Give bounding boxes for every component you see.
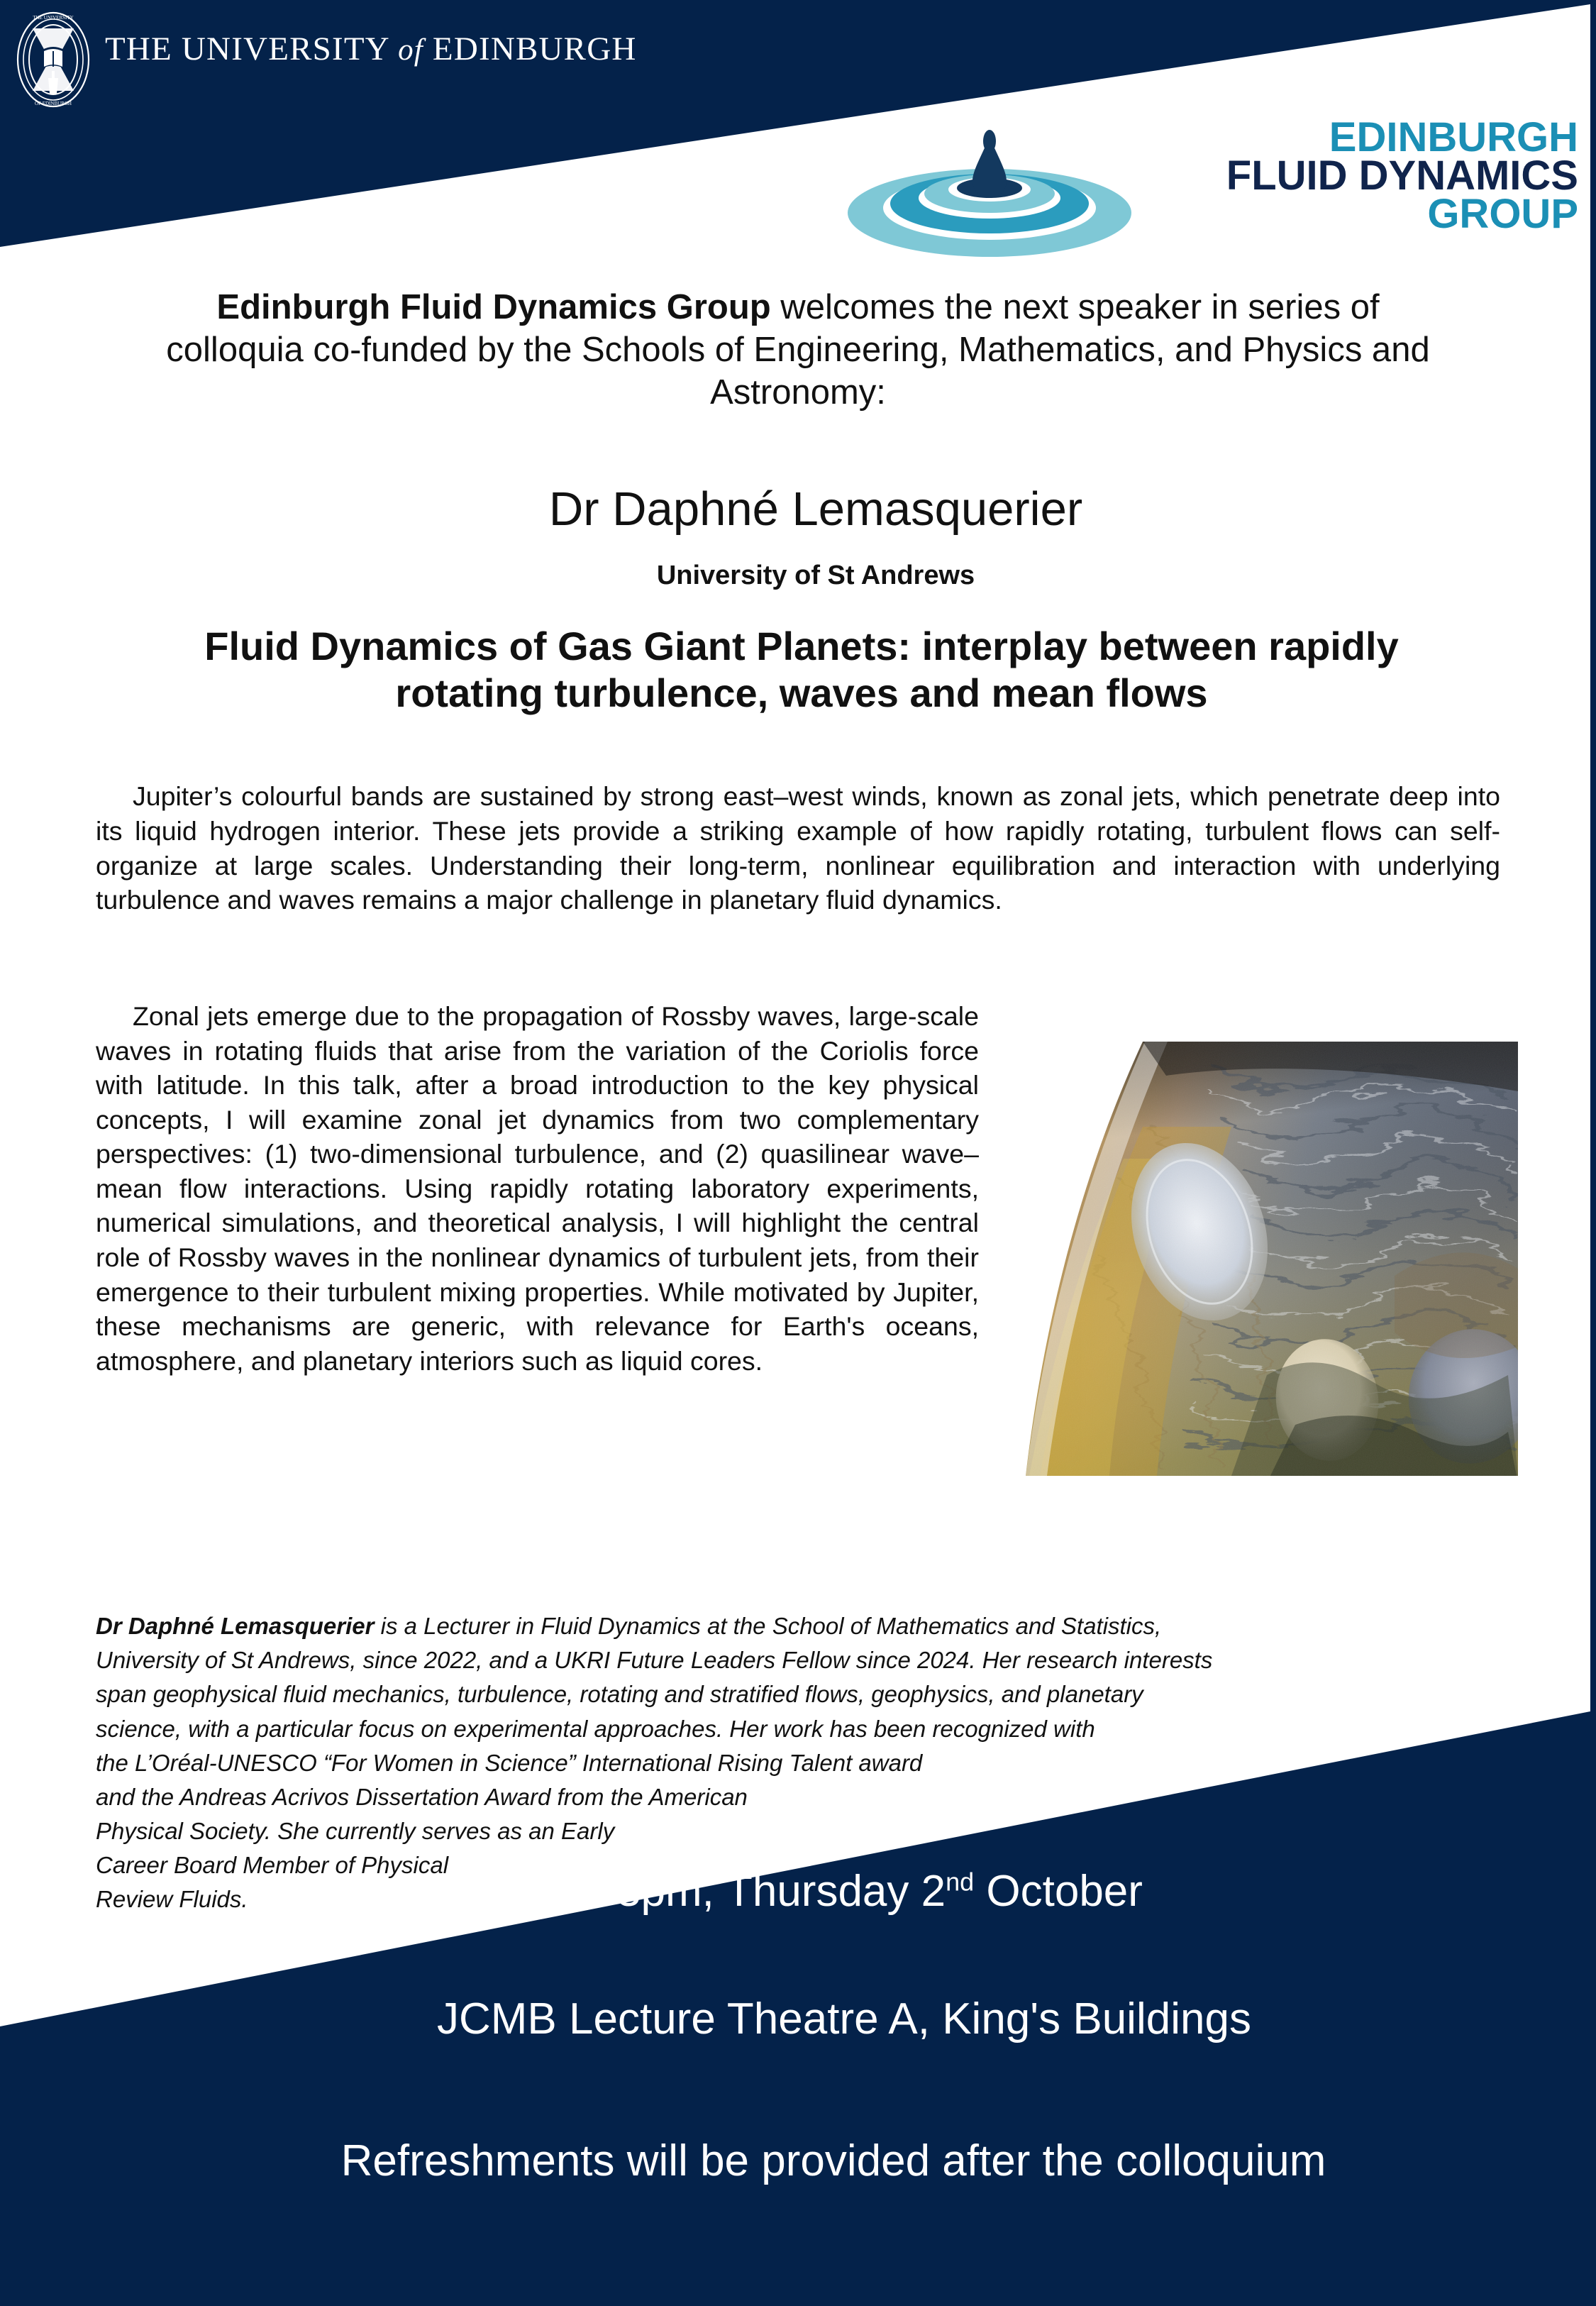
bio-line2: University of St Andrews, since 2022, and a UKRI Future Leaders Fellow since 2024. Her research interests bbox=[96, 1647, 1213, 1674]
abstract-paragraph-1: Jupiter’s colourful bands are sustained by strong east–west winds, known as zonal jets, which penetrate deep into its liquid hydrogen interior. These jets provide a striking example of how rapidly rotating, turbulent flows can self-organize at large scales. Understanding their long-term, nonlinear equilibration and interaction with underlying turbulence and waves remains a major challenge in planetary fluid dynamics. bbox=[96, 781, 1500, 915]
event-datetime bbox=[270, 1866, 1490, 1916]
bio-line3: span geophysical fluid mechanics, turbulence, rotating and stratified flows, geophysics, and planetary bbox=[96, 1681, 1143, 1708]
intro-rest: welcomes the next speaker in series of colloquia co-funded by the Schools of Engineering, Mathematics, and Physics and Astronomy: bbox=[166, 288, 1430, 412]
bio-line1: is a Lecturer in Fluid Dynamics at the School of Mathematics and Statistics, bbox=[374, 1613, 1162, 1639]
svg-text:OF EDINBURGH: OF EDINBURGH bbox=[35, 101, 72, 106]
university-wordmark-of: of bbox=[398, 33, 423, 67]
university-wordmark-part1: THE UNIVERSITY bbox=[105, 31, 389, 67]
refreshments-note: Refreshments will be provided after the colloquium bbox=[340, 2136, 1326, 2185]
bio-line7: Physical Society. She currently serves as an Early bbox=[96, 1818, 615, 1845]
efd-wordmark-line2: FLUID DYNAMICS bbox=[1226, 152, 1578, 199]
bio-line8: Career Board Member of Physical bbox=[96, 1852, 449, 1879]
speaker-name: Dr Daphné Lemasquerier bbox=[548, 482, 1083, 536]
bio-name: Dr Daphné Lemasquerier bbox=[96, 1613, 375, 1639]
bio-line5: the L’Oréal-UNESCO “For Women in Science” International Rising Talent award bbox=[96, 1749, 923, 1776]
bio-line6: and the Andreas Acrivos Dissertation Award from the American bbox=[96, 1783, 748, 1810]
efd-wordmark-line1: EDINBURGH bbox=[1329, 114, 1578, 160]
talk-title: Fluid Dynamics of Gas Giant Planets: interplay between rapidly rotating turbulence, waves and mean flows bbox=[204, 624, 1399, 715]
speaker-affiliation: University of St Andrews bbox=[656, 561, 975, 590]
university-wordmark-part2: EDINBURGH bbox=[432, 31, 637, 67]
bio-line4: science, with a particular focus on experimental approaches. Her work has been recognized with bbox=[96, 1715, 1095, 1742]
bio-line9: Review Fluids. bbox=[96, 1886, 248, 1913]
efd-wordmark-line3: GROUP bbox=[1427, 190, 1578, 237]
event-datetime-suffix: October bbox=[974, 1867, 1143, 1916]
event-datetime-prefix: 3pm, Thursday 2 bbox=[616, 1867, 946, 1916]
abstract-paragraph-2: Zonal jets emerge due to the propagation of Rossby waves, large-scale waves in rotating fluids that arise from the variation of the Coriolis force with latitude. In this talk, after a broad introduction to the key physical concepts, I will examine zonal jet dynamics from two complementary perspectives: (1) two-dimensional turbulence, and (2) quasilinear wave–mean flow interactions. Using rapidly rotating laboratory experiments, numerical simulations, and theoretical analysis, I will highlight the central role of Rossby waves in the nonlinear dynamics of turbulent jets, from their emergence to their turbulent mixing properties. While motivated by Jupiter, these mechanisms are generic, with relevance for Earth's oceans, atmosphere, and planetary interiors such as liquid cores. bbox=[96, 1001, 979, 1376]
svg-text:THE UNIVERSITY: THE UNIVERSITY bbox=[33, 15, 74, 21]
intro-bold-lead: Edinburgh Fluid Dynamics Group bbox=[216, 288, 771, 326]
event-location: JCMB Lecture Theatre A, King's Buildings bbox=[437, 1995, 1251, 2043]
event-datetime-ordinal: nd bbox=[946, 1867, 975, 1897]
